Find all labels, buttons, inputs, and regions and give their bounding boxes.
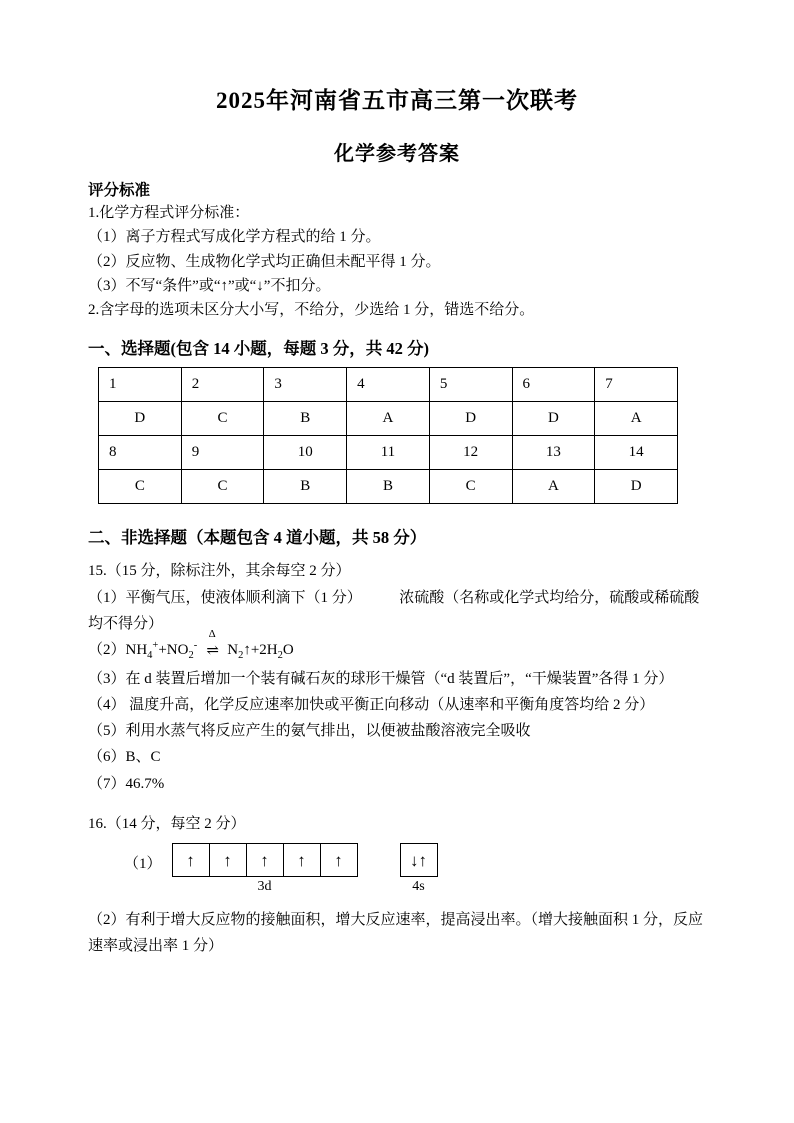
orbital-cell: ↑	[173, 844, 210, 876]
table-cell: 3	[264, 368, 347, 402]
question-16-header: 16.（14 分，每空 2 分）	[88, 815, 246, 832]
scoring-standard-heading: 评分标准	[88, 182, 151, 199]
page-title: 2025年河南省五市高三第一次联考	[216, 88, 578, 113]
equation-no2-sup: -	[193, 640, 198, 652]
page-subtitle: 化学参考答案	[334, 143, 460, 165]
equation-product: N	[227, 642, 239, 659]
table-cell: 6	[512, 368, 595, 402]
equation-prefix: （2）NH	[88, 642, 148, 659]
question-16	[88, 811, 706, 960]
question-16-item-2: （2）有利于增大反应物的接触面积，增大反应速率，提高浸出率。（增大接触面积 1 分，反应速率或浸出率 1 分）	[88, 912, 704, 955]
equation-h2o-sub: 2	[277, 650, 283, 662]
equation-no2-sub: 2	[188, 650, 194, 662]
orbital-cell: ↑	[284, 844, 321, 876]
orbital-3d-group	[172, 843, 358, 895]
table-cell: D	[512, 402, 595, 436]
table-cell: D	[429, 402, 512, 436]
orbital-4s-boxes	[400, 843, 438, 877]
orbital-4s-group	[400, 843, 438, 895]
orbital-cell: ↓↑	[410, 850, 428, 870]
table-cell: B	[264, 470, 347, 504]
equation-product-tail: ↑+2H	[243, 642, 278, 659]
scoring-line-1: 1.化学方程式评分标准：	[88, 205, 250, 221]
table-cell: 5	[429, 368, 512, 402]
orbital-cell: ↑	[247, 844, 284, 876]
table-cell: 1	[99, 368, 182, 402]
section-2-heading: 二、非选择题（本题包含 4 道小题，共 58 分）	[88, 528, 427, 548]
table-cell: 11	[347, 436, 430, 470]
equation-n2-sub: 2	[238, 650, 244, 662]
table-cell: B	[347, 470, 430, 504]
equation-plus: +NO	[158, 642, 189, 659]
question-15-item-4: （4） 温度升高，化学反应速率加快或平衡正向移动（从速率和平衡角度答均给 2 分）	[88, 696, 655, 713]
table-cell: 12	[429, 436, 512, 470]
question-16-item-1-label: （1）	[124, 856, 162, 873]
scoring-line-3: （2）反应物、生成物化学式均正确但未配平得 1 分。	[88, 253, 441, 270]
scoring-line-5: 2.含字母的选项未区分大小写，不给分，少选给 1 分，错选不给分。	[88, 302, 535, 319]
table-cell: A	[512, 470, 595, 504]
question-15-item-3: （3）在 d 装置后增加一个装有碱石灰的球形干燥管（“d 装置后”，“干燥装置”各得 1 分）	[88, 670, 674, 687]
orbital-4s-caption: 4s	[412, 879, 425, 895]
table-row	[99, 402, 678, 436]
question-15-item-7: （7）46.7%	[88, 775, 165, 792]
question-15-item-5: （5）利用水蒸气将反应产生的氨气排出，以便被盐酸溶液完全吸收	[88, 723, 531, 740]
table-cell: 10	[264, 436, 347, 470]
table-cell: 13	[512, 436, 595, 470]
table-cell: A	[595, 402, 678, 436]
table-cell: D	[595, 470, 678, 504]
table-cell: 9	[181, 436, 264, 470]
table-cell: 8	[99, 436, 182, 470]
equation-equals: ⇌	[206, 642, 218, 659]
question-15-header: 15.（15 分，除标注外，其余每空 2 分）	[88, 563, 351, 580]
orbital-cell: ↑	[210, 844, 247, 876]
table-row	[99, 368, 678, 402]
orbital-3d-boxes	[172, 843, 358, 877]
table-cell: B	[264, 402, 347, 436]
multiple-choice-answers-table	[98, 367, 678, 504]
table-cell: 7	[595, 368, 678, 402]
table-cell: D	[99, 402, 182, 436]
table-cell: C	[181, 470, 264, 504]
equation-nh4-sub: 4	[147, 650, 153, 662]
table-cell: 14	[595, 436, 678, 470]
table-row	[99, 470, 678, 504]
orbital-diagram	[124, 843, 706, 895]
table-cell: 2	[181, 368, 264, 402]
orbital-cell: ↑	[334, 850, 343, 870]
question-15-item-1: （1）平衡气压，使液体顺利滴下（1 分） 浓硫酸（名称或化学式均给分，硫酸或稀硫酸 均不得分）	[88, 589, 700, 632]
scoring-line-4: （3）不写“条件”或“↑”或“↓”不扣分。	[88, 277, 331, 294]
orbital-3d-caption: 3d	[257, 879, 272, 895]
table-row	[99, 436, 678, 470]
equation-h2o-tail: O	[282, 642, 294, 659]
scoring-line-2: （1）离子方程式写成化学方程式的给 1 分。	[88, 229, 381, 246]
table-cell: A	[347, 402, 430, 436]
table-cell: 4	[347, 368, 430, 402]
question-15-item-2	[88, 627, 706, 665]
question-15-item-6: （6）B、C	[88, 749, 161, 766]
equation-condition-label: Δ	[208, 627, 216, 640]
section-1-heading: 一、选择题(包含 14 小题，每题 3 分，共 42 分)	[88, 339, 429, 359]
table-cell: C	[99, 470, 182, 504]
question-15	[88, 558, 706, 796]
table-cell: C	[181, 402, 264, 436]
equation-condition-arrow	[197, 627, 227, 664]
equation-nh4-sup: +	[152, 640, 159, 652]
table-cell: C	[429, 470, 512, 504]
